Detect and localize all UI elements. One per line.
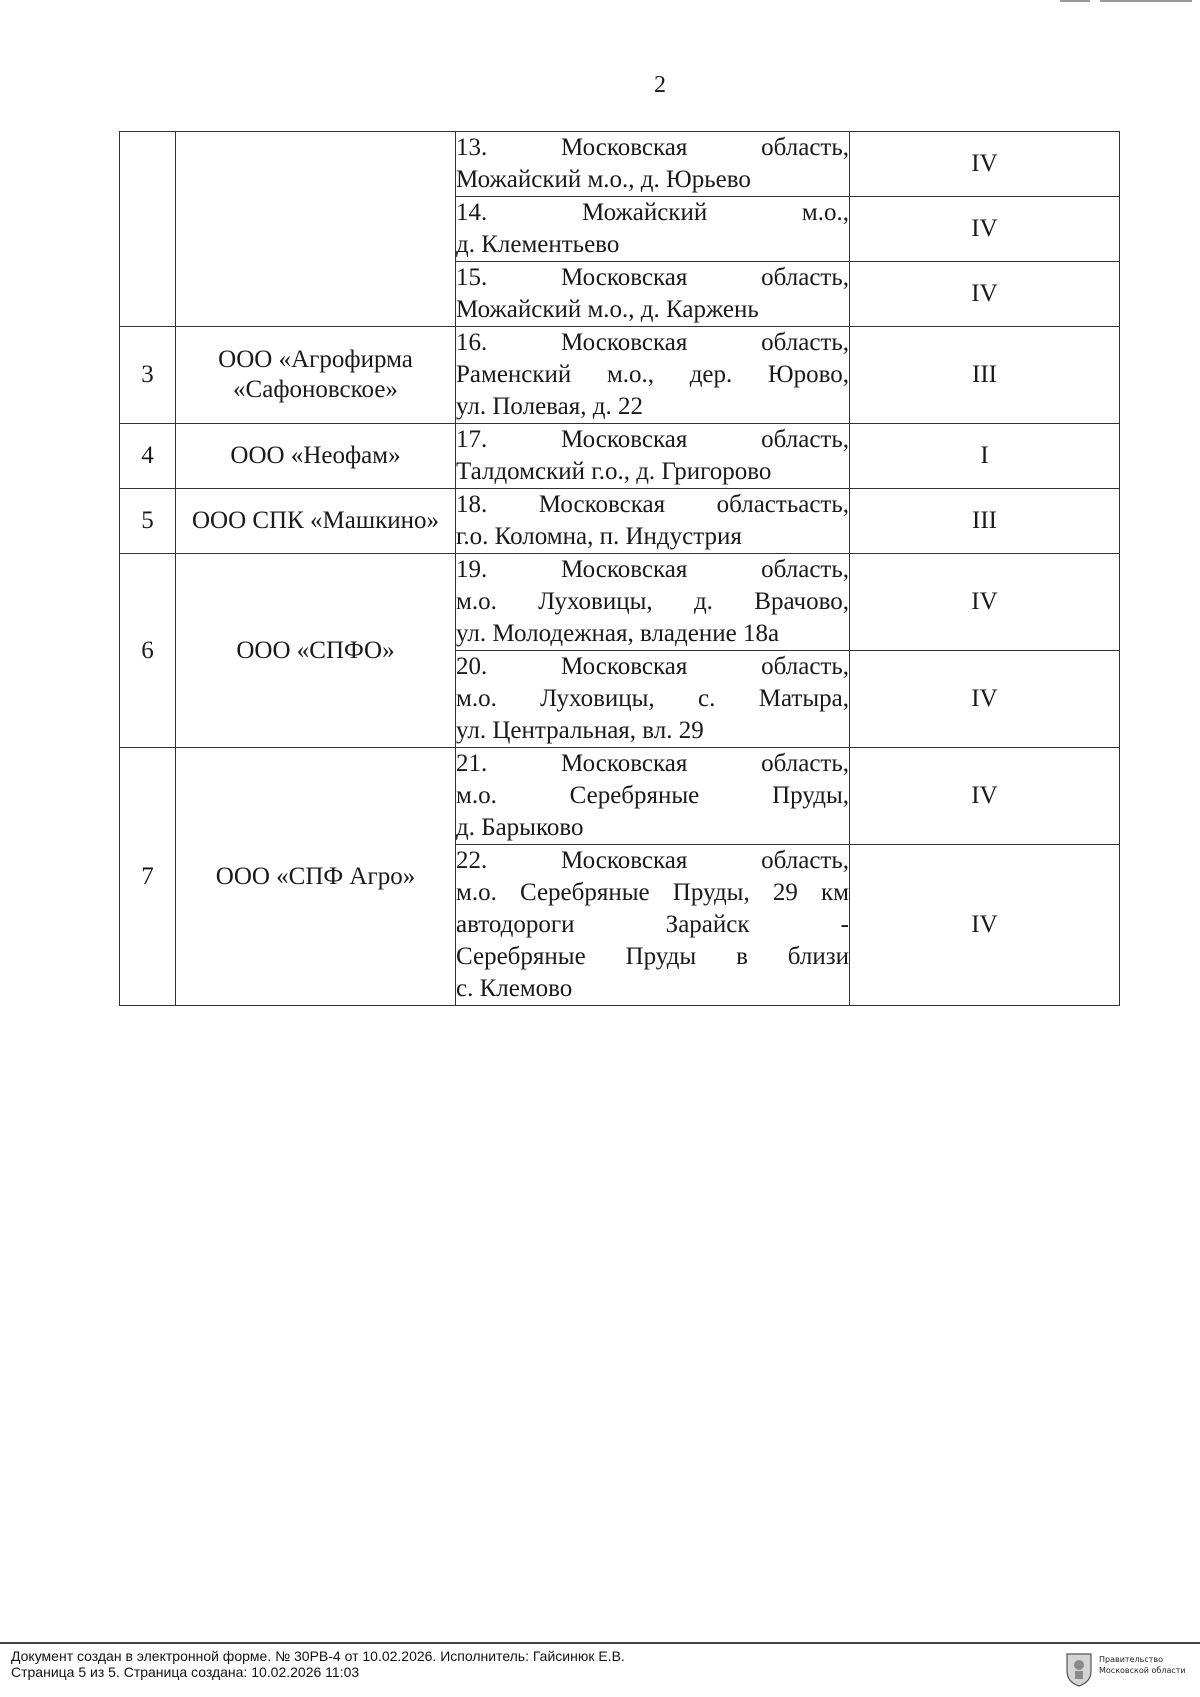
address-cell: [456, 554, 850, 651]
table-row: [120, 327, 1120, 424]
address-line: 16. Московская область,: [456, 329, 849, 356]
enterprise-number-cell: 7: [120, 748, 176, 1006]
compartment-class-cell: III: [850, 327, 1120, 424]
organization-cell: ООО «СПФО»: [176, 554, 456, 748]
page-number: 2: [654, 72, 666, 98]
address-cell: [456, 197, 850, 262]
organization-cell: ООО СПК «Машкино»: [176, 489, 456, 554]
address-line: д. Барыково: [456, 814, 584, 841]
address-line: Серебряные Пруды в близи: [456, 943, 849, 970]
organization-cell: ООО «СПФ Агро»: [176, 748, 456, 1006]
address-line: Раменский м.о., дер. Юрово,: [456, 361, 849, 388]
compartment-class-cell: IV: [850, 748, 1120, 845]
enterprise-number-cell: [120, 132, 176, 327]
coat-of-arms-icon: [1064, 1651, 1094, 1687]
address-line: 19. Московская область,: [456, 556, 849, 583]
address-line: с. Клемово: [456, 975, 573, 1002]
address-line: Можайский м.о., д. Каржень: [456, 296, 759, 323]
address-line: 13. Московская область,: [456, 134, 849, 161]
address-line: 14. Можайский м.о.,: [456, 199, 849, 226]
enterprise-number-cell: 4: [120, 424, 176, 489]
compartment-class-cell: IV: [850, 262, 1120, 327]
address-line: 22. Московская область,: [456, 847, 849, 874]
compartment-class-cell: IV: [850, 132, 1120, 197]
address-line: м.о. Серебряные Пруды,: [456, 782, 849, 809]
compartment-class-cell: IV: [850, 845, 1120, 1006]
address-line: ул. Полевая, д. 22: [456, 393, 643, 420]
address-line: 21. Московская область,: [456, 750, 849, 777]
address-line: г.о. Коломна, п. Индустрия: [456, 523, 742, 550]
address-line: 20. Московская область,: [456, 653, 849, 680]
address-line: д. Клементьево: [456, 231, 620, 258]
address-line: Талдомский г.о., д. Григорово: [456, 458, 772, 485]
address-line: 15. Московская область,: [456, 264, 849, 291]
footer-organization: [1099, 1654, 1199, 1676]
compartment-class-cell: III: [850, 489, 1120, 554]
address-line: ул. Молодежная, владение 18а: [456, 620, 780, 647]
address-line: 18. Московская областьасть,: [456, 491, 849, 518]
table-row: [120, 489, 1120, 554]
enterprise-number-cell: 6: [120, 554, 176, 748]
address-cell: [456, 132, 850, 197]
address-cell: [456, 424, 850, 489]
organization-cell: ООО «Неофам»: [176, 424, 456, 489]
top-edge-rule: [1100, 0, 1192, 2]
address-cell: [456, 327, 850, 424]
enterprise-number-cell: 5: [120, 489, 176, 554]
address-line: м.о. Луховицы, д. Врачово,: [456, 588, 849, 615]
address-line: автодороги Зарайск -: [456, 911, 849, 938]
footer-divider: [0, 1642, 1200, 1644]
address-cell: [456, 489, 850, 554]
top-edge-rule: [1060, 0, 1090, 2]
address-cell: [456, 748, 850, 845]
compartment-class-cell: I: [850, 424, 1120, 489]
address-line: Можайский м.о., д. Юрьево: [456, 166, 751, 193]
table-row: [120, 132, 1120, 197]
registry-table: [119, 131, 1120, 1006]
table-row: [120, 554, 1120, 651]
address-cell: [456, 262, 850, 327]
address-line: м.о. Серебряные Пруды, 29 км: [456, 879, 849, 906]
organization-cell: ООО «Агрофирма «Сафоновское»: [176, 327, 456, 424]
compartment-class-cell: IV: [850, 197, 1120, 262]
footer-line-document: Документ создан в электронной форме. № 30РВ-4 от 10.02.2026. Исполнитель: Гайсинюк Е.В.: [11, 1648, 625, 1664]
enterprise-number-cell: 3: [120, 327, 176, 424]
address-line: м.о. Луховицы, с. Матыра,: [456, 685, 849, 712]
organization-cell: [176, 132, 456, 327]
address-cell: [456, 651, 850, 748]
footer-org-line2: Московской области: [1099, 1666, 1186, 1675]
address-line: ул. Центральная, вл. 29: [456, 717, 704, 744]
address-cell: [456, 845, 850, 1006]
footer-line-page: Страница 5 из 5. Страница создана: 10.02.2026 11:03: [11, 1664, 360, 1680]
compartment-class-cell: IV: [850, 554, 1120, 651]
footer-org-line1: Правительство: [1099, 1655, 1163, 1664]
table-row: [120, 424, 1120, 489]
address-line: 17. Московская область,: [456, 426, 849, 453]
footer-text: [11, 1648, 625, 1680]
table-row: [120, 748, 1120, 845]
compartment-class-cell: IV: [850, 651, 1120, 748]
